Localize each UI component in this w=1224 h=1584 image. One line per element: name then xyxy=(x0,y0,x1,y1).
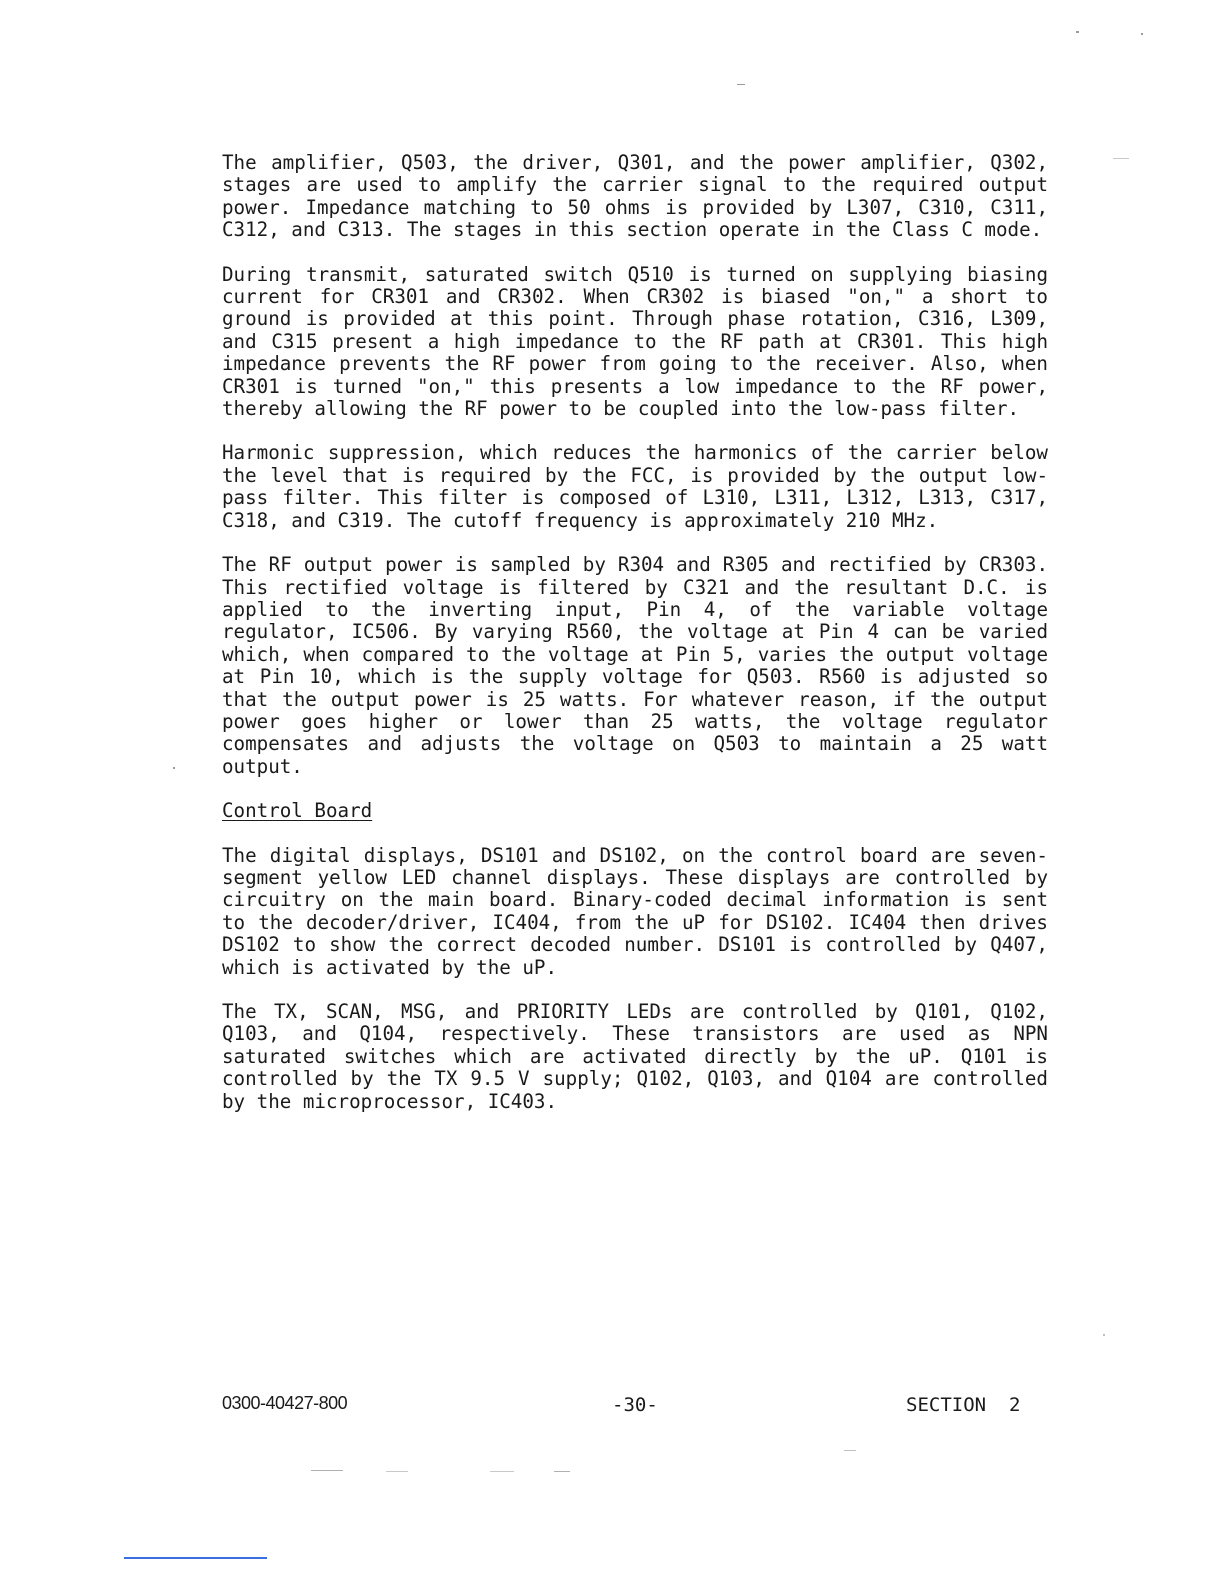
scan-speck xyxy=(311,1470,343,1471)
footer-doc-number: 0300-40427-800 xyxy=(222,1393,348,1413)
paragraph-digital-displays: The digital displays, DS101 and DS102, on the control board are seven-segment yellow LED channel displays. These displays are controlled by circuitry on the main board. Binary-coded decimal information is sent to the decoder/driver, IC404, from the uP for DS102. IC404 then drives DS102 to show the correct decoded number. DS101 is controlled by Q407, which is activated by the uP. xyxy=(222,843,1048,979)
paragraph-rf-power-control: The RF output power is sampled by R304 and R305 and rectified by CR303. This rectified voltage is filtered by C321 and the resultant D.C. is applied to the inverting input, Pin 4, of the variable voltage regulator, IC506. By varying R560, the voltage at Pin 4 can be varied which, when compared to the voltage at Pin 5, varies the output voltage at Pin 10, which is the supply voltage for Q503. R560 is adjusted so that the output power is 25 watts. For whatever reason, if the output power goes higher or lower than 25 watts, the voltage regulator compensates and adjusts the voltage on Q503 to maintain a 25 watt output. xyxy=(222,553,1048,778)
paragraph-status-leds: The TX, SCAN, MSG, and PRIORITY LEDs are controlled by Q101, Q102, Q103, and Q104, respectively. These transistors are used as NPN saturated switches which are activated directly by the uP. Q101 is controlled by the TX 9.5 V supply; Q102, Q103, and Q104 are controlled by the microprocessor, IC403. xyxy=(222,1000,1048,1113)
paragraph-harmonic-suppression: Harmonic suppression, which reduces the harmonics of the carrier below the level that is required by the FCC, is provided by the output low-pass filter. This filter is composed of L310, L311, L312, L313, C317, C318, and C319. The cutoff frequency is approximately 210 MHz. xyxy=(222,441,1048,532)
paragraph-amplifier-stages: The amplifier, Q503, the driver, Q301, and the power amplifier, Q302, stages are used to amplify the carrier signal to the required output power. Impedance matching to 50 ohms is provided by L307, C310, C311, C312, and C313. The stages in this section operate in the Class C mode. xyxy=(222,151,1048,242)
scan-speck xyxy=(737,84,745,85)
document-body xyxy=(222,152,1048,1135)
scan-speck xyxy=(1113,158,1129,159)
footer-section: SECTION 2 xyxy=(906,1394,1021,1416)
scan-speck xyxy=(490,1471,514,1472)
scan-speck xyxy=(386,1471,408,1472)
scan-speck xyxy=(173,767,175,769)
scan-speck xyxy=(1076,31,1079,33)
scan-speck xyxy=(554,1471,570,1472)
paragraph-transmit-switching: During transmit, saturated switch Q510 is turned on supplying biasing current for CR301 and CR302. When CR302 is biased "on," a short to ground is provided at this point. Through phase rotation, C316, L309, and C315 present a high impedance to the RF path at CR301. This high impedance prevents the RF power from going to the receiver. Also, when CR301 is turned "on," this presents a low impedance to the RF power, thereby allowing the RF power to be coupled into the low-pass filter. xyxy=(222,262,1048,421)
scan-speck xyxy=(844,1450,856,1451)
blue-underline-mark xyxy=(124,1557,267,1559)
footer-page-number: -30- xyxy=(612,1394,658,1416)
section-heading: Control Board xyxy=(222,799,373,823)
scan-speck xyxy=(1103,1334,1105,1336)
scan-speck xyxy=(1141,33,1143,35)
